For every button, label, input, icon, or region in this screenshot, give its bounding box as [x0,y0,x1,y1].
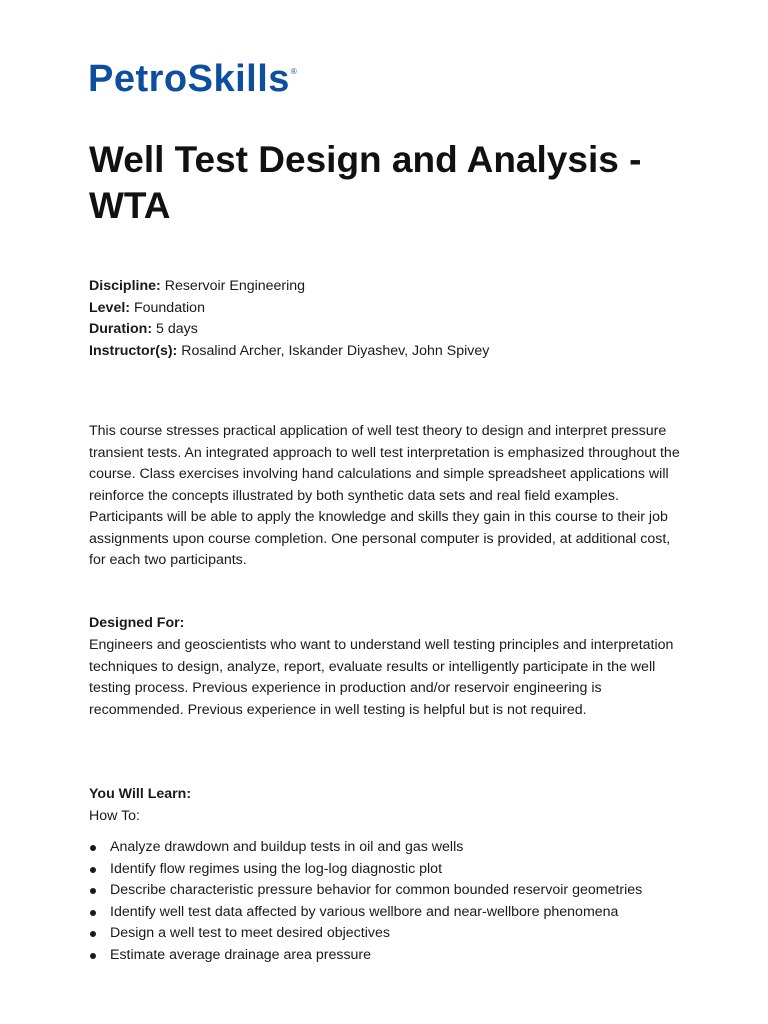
discipline-label: Discipline: [89,278,161,294]
bullet-icon [90,845,96,851]
level-row [89,298,489,320]
course-title: Well Test Design and Analysis - WTA [89,139,642,226]
designed-for-text: Engineers and geoscientists who want to understand well testing principles and interpretation techniques to design, analyze, report, evaluate results or intelligently participate in the well testing process. Previous experience in production and/or reservoir engineering is recommended. Previous experience in well testing is helpful but is not required. [89,637,674,718]
registered-mark: ® [290,67,297,76]
level-label: Level: [89,299,131,316]
course-description: This course stresses practical application of well test theory to design and interpret pressure transient tests. An integrated approach to well test interpretation is emphasized throughout the course. Class exercises involving hand calculations and simple spreadsheet applications will reinforce the concepts illustrated by both synthetic data sets and real field examples. Participants will be able to apply the knowledge and skills they gain in this course to their job assignments upon course completion. One personal computer is provided, at additional cost, for each two participants. [89,423,680,568]
level-value: Foundation [133,299,205,316]
list-item-text: Analyze drawdown and buildup tests in oil and gas wells [110,839,464,855]
bullet-icon [90,867,96,873]
list-item-text: Describe characteristic pressure behavior for common bounded reservoir geometries [110,882,643,898]
duration-value: 5 days [156,321,198,337]
designed-for-heading: Designed For: [89,615,185,631]
instructors-row [89,341,489,363]
instructors-value: Rosalind Archer, Iskander Diyashev, John Spivey [181,342,490,359]
how-to-intro: How To: [89,808,140,824]
list-item [89,923,642,945]
list-item [89,945,642,967]
logo-wordmark: PetroSkills [88,58,290,100]
list-item [89,837,642,859]
duration-label: Duration: [89,321,153,337]
bullet-icon [90,953,96,959]
list-item-text: Design a well test to meet desired objectives [110,925,390,941]
bullet-icon [90,888,96,894]
learning-objectives-list [89,837,642,966]
course-meta [89,276,489,362]
discipline-value: Reservoir Engineering [164,278,306,294]
list-item [89,902,642,924]
petroskills-logo [88,56,297,102]
instructors-label: Instructor(s): [89,342,178,359]
list-item-text: Identify flow regimes using the log-log diagnostic plot [110,860,443,877]
list-item-text: Identify well test data affected by various wellbore and near-wellbore phenomena [110,903,619,920]
bullet-icon [90,910,96,916]
list-item [89,880,642,902]
duration-row [89,319,489,341]
list-item [89,859,642,881]
discipline-row [89,276,489,298]
you-will-learn-heading: You Will Learn: [89,786,192,802]
list-item-text: Estimate average drainage area pressure [110,946,372,963]
bullet-icon [90,931,96,937]
